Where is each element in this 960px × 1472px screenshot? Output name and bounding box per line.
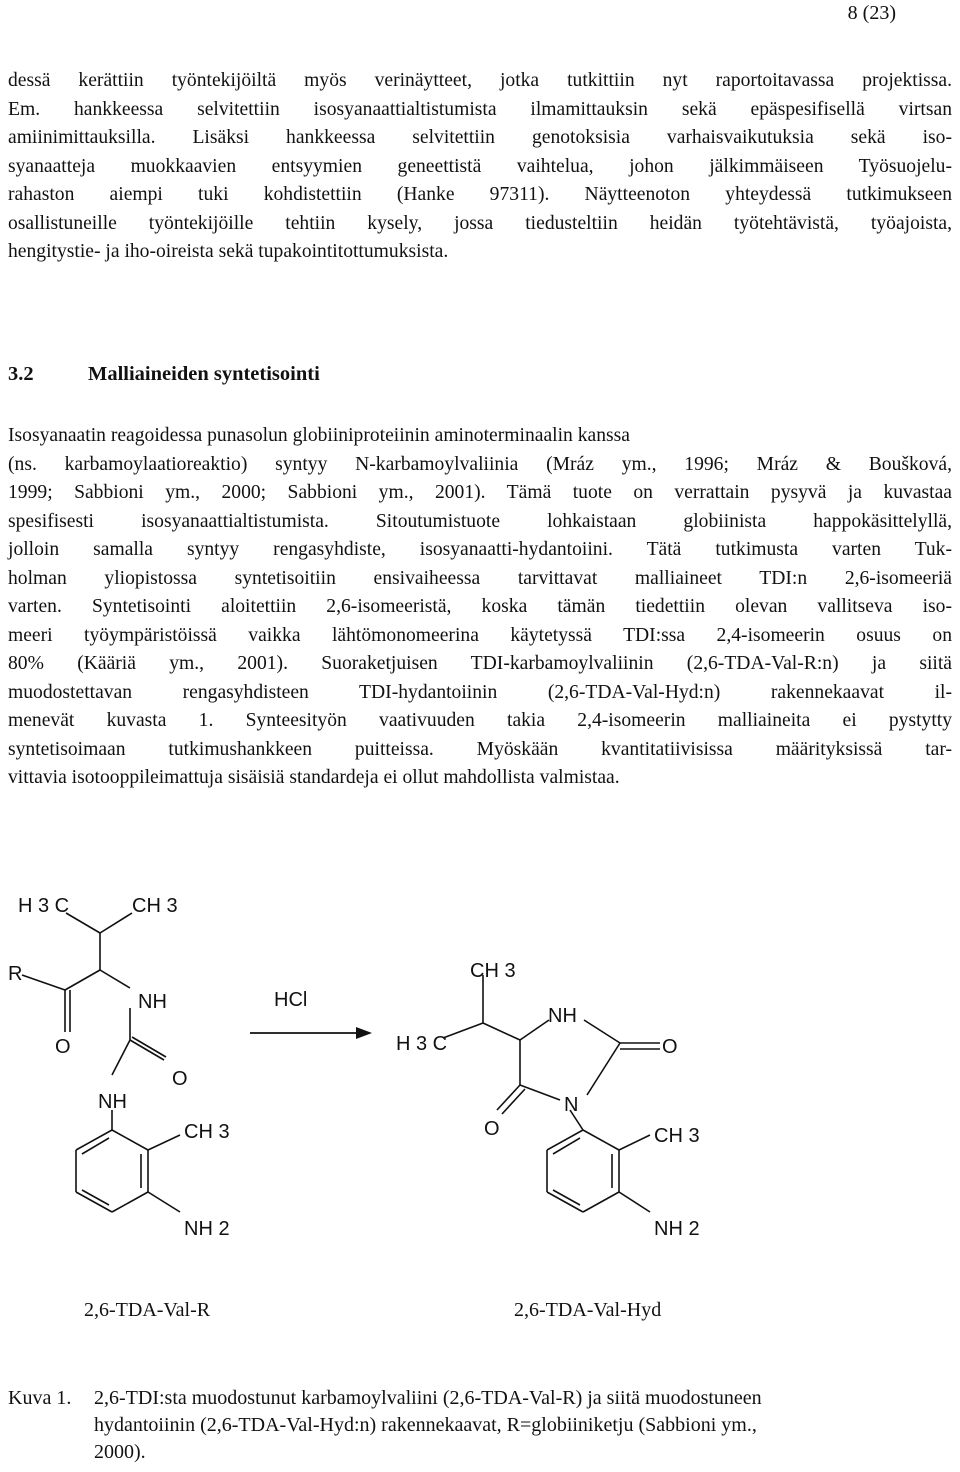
structure-label-left: 2,6-TDA-Val-R [84, 1299, 211, 1321]
atom-label: O [662, 1036, 678, 1058]
text-line: 80% (Kääriä ym., 2001). Suoraketjuisen TDI-karbamoylvaliinin (2,6-TDA-Val-R:n) ja siitä [8, 653, 952, 674]
text-line: jolloin samalla syntyy rengasyhdiste, isosyanaatti-hydantoiini. Tätä tutkimusta varten Tuk- [8, 539, 952, 560]
text-line: osallistuneille työntekijöille tehtiin kysely, jossa tiedusteltiin heidän työtehtävistä, työajoista, [8, 212, 952, 234]
caption-label: Kuva 1. [8, 1387, 72, 1409]
atom-label: O [484, 1118, 500, 1140]
reagent-label: HCl [274, 989, 308, 1011]
text-line: hengitystie- ja iho-oireista sekä tupakointitottumuksista. [8, 241, 449, 262]
section-heading [8, 363, 320, 386]
figure-caption [8, 1385, 948, 1466]
text-line: vittavia isotooppileimattuja sisäisiä standardeja ei ollut mahdollista valmistaa. [8, 767, 620, 788]
atom-label: NH 2 [184, 1218, 230, 1240]
text-line: syntetisoimaan tutkimushankkeen puitteissa. Myöskään kvantitatiivisissa määrityksissä tar- [8, 738, 952, 760]
atom-label: CH 3 [132, 895, 178, 917]
section-title: Malliaineiden syntetisointi [88, 363, 320, 385]
structure-diagram [0, 860, 960, 1250]
atom-label: H 3 C [18, 895, 70, 917]
atom-label: O [172, 1068, 188, 1090]
caption-line: 2,6-TDI:sta muodostunut karbamoylvaliini (2,6-TDA-Val-R) ja siitä muodostuneen [94, 1387, 762, 1409]
atom-label: CH 3 [654, 1125, 700, 1147]
text-line: muodostettavan rengasyhdisteen TDI-hydantoiinin (2,6-TDA-Val-Hyd:n) rakennekaavat il- [8, 681, 952, 703]
section-number: 3.2 [8, 363, 34, 385]
paragraph-synthesis [8, 422, 952, 793]
reaction-arrow [250, 989, 372, 1039]
structure-figure [0, 860, 960, 1250]
text-line: menevät kuvasta 1. Synteesityön vaativuuden takia 2,4-isomeerin malliaineita ei pystytty [8, 710, 952, 731]
atom-label: O [55, 1036, 71, 1058]
page-number: 8 (23) [847, 2, 896, 24]
atom-label: NH [138, 991, 167, 1013]
left-structure-bonds [22, 913, 180, 1212]
right-structure-atoms [396, 960, 700, 1240]
atom-label: NH [548, 1005, 577, 1027]
atom-label: CH 3 [184, 1121, 230, 1143]
text-line: holman yliopistossa syntetisoitiin ensivaiheessa tarvittavat malliaineet TDI:n 2,6-isomeeriä [8, 567, 952, 589]
text-line: Em. hankkeessa selvitettiin isosyanaattialtistumista ilmamittauksin sekä epäspesifisellä virtsan [8, 98, 952, 120]
atom-label: NH [98, 1091, 127, 1113]
atom-label: NH 2 [654, 1218, 700, 1240]
structure-label-right: 2,6-TDA-Val-Hyd [514, 1299, 662, 1321]
text-line: rahaston aiempi tuki kohdistettiin (Hanke 97311). Näytteenoton yhteydessä tutkimukseen [8, 184, 952, 205]
text-line: meeri työympäristöissä vaikka lähtömonomeerina käytetyssä TDI:ssa 2,4-isomeerin osuus on [8, 624, 952, 646]
caption-line: hydantoiinin (2,6-TDA-Val-Hyd:n) rakennekaavat, R=globiiniketju (Sabbioni ym., [94, 1414, 757, 1436]
left-structure-atoms [8, 895, 230, 1240]
text-line: dessä kerättiin työntekijöiltä myös verinäytteet, jotka tutkittiin nyt raportoitavassa projektissa. [8, 70, 952, 91]
atom-label: CH 3 [470, 960, 516, 982]
text-line: 1999; Sabbioni ym., 2000; Sabbioni ym., 2001). Tämä tuote on verrattain pysyvä ja kuvastaa [8, 482, 952, 503]
atom-label: R [8, 963, 23, 985]
text-line: syanaatteja muokkaavien entsyymien geneettistä vaihtelua, johon jälkimmäiseen Työsuojelu- [8, 155, 952, 177]
atom-label: H 3 C [396, 1033, 448, 1055]
atom-label: N [564, 1094, 579, 1116]
text-line: Isosyanaatin reagoidessa punasolun globiiniproteiinin aminoterminaalin kanssa [8, 425, 630, 446]
text-line: amiinimittauksilla. Lisäksi hankkeessa selvitettiin genotoksisia varhaisvaikutuksia sekä iso- [8, 127, 952, 148]
text-line: spesifisesti isosyanaattialtistumista. Sitoutumistuote lohkaistaan globiinista happokäsittelyllä, [8, 510, 952, 532]
text-line: varten. Syntetisointi aloitettiin 2,6-isomeeristä, koska tämän tiedettiin olevan vallitseva iso- [8, 596, 952, 617]
paragraph-intro [8, 67, 952, 267]
caption-line: 2000). [94, 1441, 146, 1463]
text-line: (ns. karbamoylaatioreaktio) syntyy N-karbamoylvaliinia (Mráz ym., 1996; Mráz & Boušková, [8, 453, 952, 475]
